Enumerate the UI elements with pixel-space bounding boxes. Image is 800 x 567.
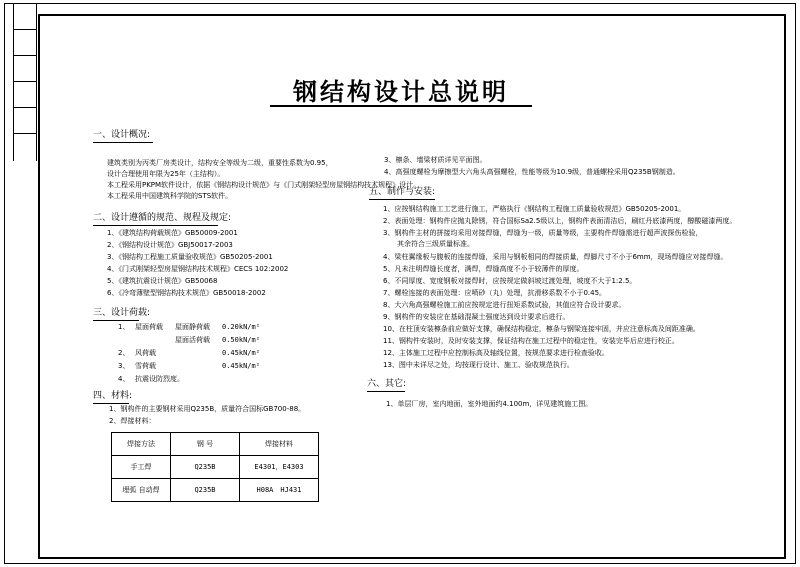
weld-cell: Q235B [171, 479, 240, 502]
fabrication-item: 10、在柱顶安装檩条前应做好支撑，确保结构稳定，檩条与钢梁连接牢固，并应注意标高及间距准确。 [383, 325, 700, 333]
load-sub: 屋面活荷载 [175, 336, 210, 344]
other-heading-underline [367, 391, 405, 392]
other-heading: 六、其它: [367, 379, 407, 389]
fabrication-item: 其余符合三级质量标准。 [383, 240, 474, 248]
weld-cell: E4301，E4303 [240, 456, 319, 479]
load-value: 0.45kN/m² [222, 362, 260, 370]
load-name: 雪荷载 [135, 362, 156, 370]
table-row [112, 456, 319, 479]
fabrication-item: 2、表面处理：钢构件应抛丸除锈，符合国标Sa2.5级以上，钢构件表面清洁后，刷红丹底漆两度，醇酸磁漆两度。 [383, 217, 737, 225]
overview-line: 设计合理使用年限为25年（主结构）。 [107, 170, 225, 178]
loads-heading: 三、设计荷载: [93, 308, 151, 318]
fabrication-item: 8、大六角高强螺栓施工前应按规定进行扭矩系数试验，其值应符合设计要求。 [383, 301, 626, 309]
materials-heading-underline [93, 403, 129, 404]
fabrication-item: 7、螺栓连接的表面处理：应喷砂（丸）处理，抗滑移系数不小于0.45。 [383, 289, 607, 297]
table-row [112, 479, 319, 502]
load-name: 屋面荷载 [135, 323, 163, 331]
standard-item: 4、《门式刚架轻型房屋钢结构技术规程》CECS 102:2002 [107, 265, 289, 273]
weld-cell: 埋弧 自动焊 [112, 479, 171, 502]
fabrication-item: 9、钢构件的安装应在基础混凝土强度达到设计要求后进行。 [383, 313, 570, 321]
overview-line: 建筑类别为丙类厂房类设计，结构安全等级为二级，重要性系数为0.95， [107, 159, 333, 167]
load-no: 2、 [118, 349, 130, 357]
title-underline [270, 105, 532, 107]
weld-header-cell: 钢 号 [171, 433, 240, 456]
weld-cell: H08A HJ431 [240, 479, 319, 502]
fabrication-item: 12、主体施工过程中应控制标高及轴线位置，按规范要求进行检查验收。 [383, 349, 609, 357]
binding-strip [13, 3, 37, 161]
fabrication-item: 3、钢构件主材的拼接均采用对接焊缝，焊缝为一级，质量等级，主要构件焊缝需进行超声波探伤检验， [383, 229, 703, 237]
page-title: 钢结构设计总说明 [293, 78, 509, 106]
loads-heading-underline [93, 320, 139, 321]
load-no: 1、 [118, 323, 130, 331]
materials-cont-line: 4、高强度螺栓为摩擦型大六角头高强螺栓，性能等级为10.9级，普通螺栓采用Q235B钢制造。 [384, 168, 680, 176]
fabrication-item: 1、应按钢结构施工工艺进行施工，严格执行《钢结构工程施工质量验收规范》GB50205-2001。 [383, 205, 686, 213]
weld-table-header [112, 433, 319, 456]
fabrication-item: 13、图中未详尽之处，均按现行设计、施工、验收规范执行。 [383, 361, 574, 369]
weld-cell: 手工焊 [112, 456, 171, 479]
load-value: 0.20kN/m² [222, 323, 260, 331]
fabrication-item: 11、钢构件安装时，及时安装支撑，保证结构在施工过程中的稳定性，安装完毕后应进行校正。 [383, 337, 679, 345]
standard-item: 6、《冷弯薄壁型钢结构技术规范》GB50018-2002 [107, 289, 266, 297]
fabrication-heading: 五、制作与安装: [369, 187, 436, 197]
standard-item: 1、《建筑结构荷载规范》GB50009-2001 [107, 229, 238, 237]
materials-cont-line: 3、檩条、墙梁材质详见平面图。 [384, 156, 487, 164]
weld-cell: Q235B [171, 456, 240, 479]
weld-header-cell: 焊接方法 [112, 433, 171, 456]
standard-item: 5、《建筑抗震设计规范》GB50068 [107, 277, 218, 285]
standards-heading: 二、设计遵循的规范、规程及规定: [93, 213, 232, 223]
standard-item: 2、《钢结构设计规范》GBJ50017-2003 [107, 241, 233, 249]
load-name: 风荷载 [135, 349, 156, 357]
load-value: 0.45kN/m² [222, 349, 260, 357]
load-no: 4、 [118, 375, 130, 383]
fabrication-item: 6、不同厚度、宽度钢板对接焊时，应按规定做斜坡过渡处理，坡度不大于1:2.5。 [383, 277, 637, 285]
load-sub: 屋面静荷载 [175, 323, 210, 331]
overview-line: 本工程采用PKPM软件设计，依据《钢结构设计规范》与《门式刚架轻型房屋钢结构技术规程》设计。 [107, 181, 421, 189]
materials-heading: 四、材料: [93, 391, 133, 401]
standards-heading-underline [93, 225, 218, 226]
other-item: 1、单层厂房，室内地面，室外地面约4.100m，详见建筑施工图。 [386, 400, 593, 408]
load-name: 抗震设防烈度。 [135, 375, 184, 383]
load-value: 0.50kN/m² [222, 336, 260, 344]
overview-heading: 一、设计概况: [93, 130, 151, 140]
materials-line: 2、焊接材料： [109, 417, 156, 425]
overview-heading-underline [93, 142, 153, 143]
fabrication-item: 4、梁柱翼缘板与腹板的连接焊缝，采用与钢板相同的焊接质量，焊脚尺寸不小于6mm，现场焊缝应对接焊缝。 [383, 253, 728, 261]
fabrication-item: 5、凡未注明焊缝长度者，满焊，焊缝高度不小于较薄件的厚度。 [383, 265, 584, 273]
fabrication-heading-underline [369, 199, 435, 200]
load-no: 3、 [118, 362, 130, 370]
weld-header-cell: 焊接材料 [240, 433, 319, 456]
materials-line: 1、钢构件的主要钢材采用Q235B，质量符合国标GB700-88。 [109, 405, 306, 413]
standard-item: 3、《钢结构工程施工质量验收规范》GB50205-2001 [107, 253, 273, 261]
overview-line: 本工程采用中国建筑科学院的STS软件。 [107, 192, 233, 200]
weld-table [111, 432, 319, 502]
